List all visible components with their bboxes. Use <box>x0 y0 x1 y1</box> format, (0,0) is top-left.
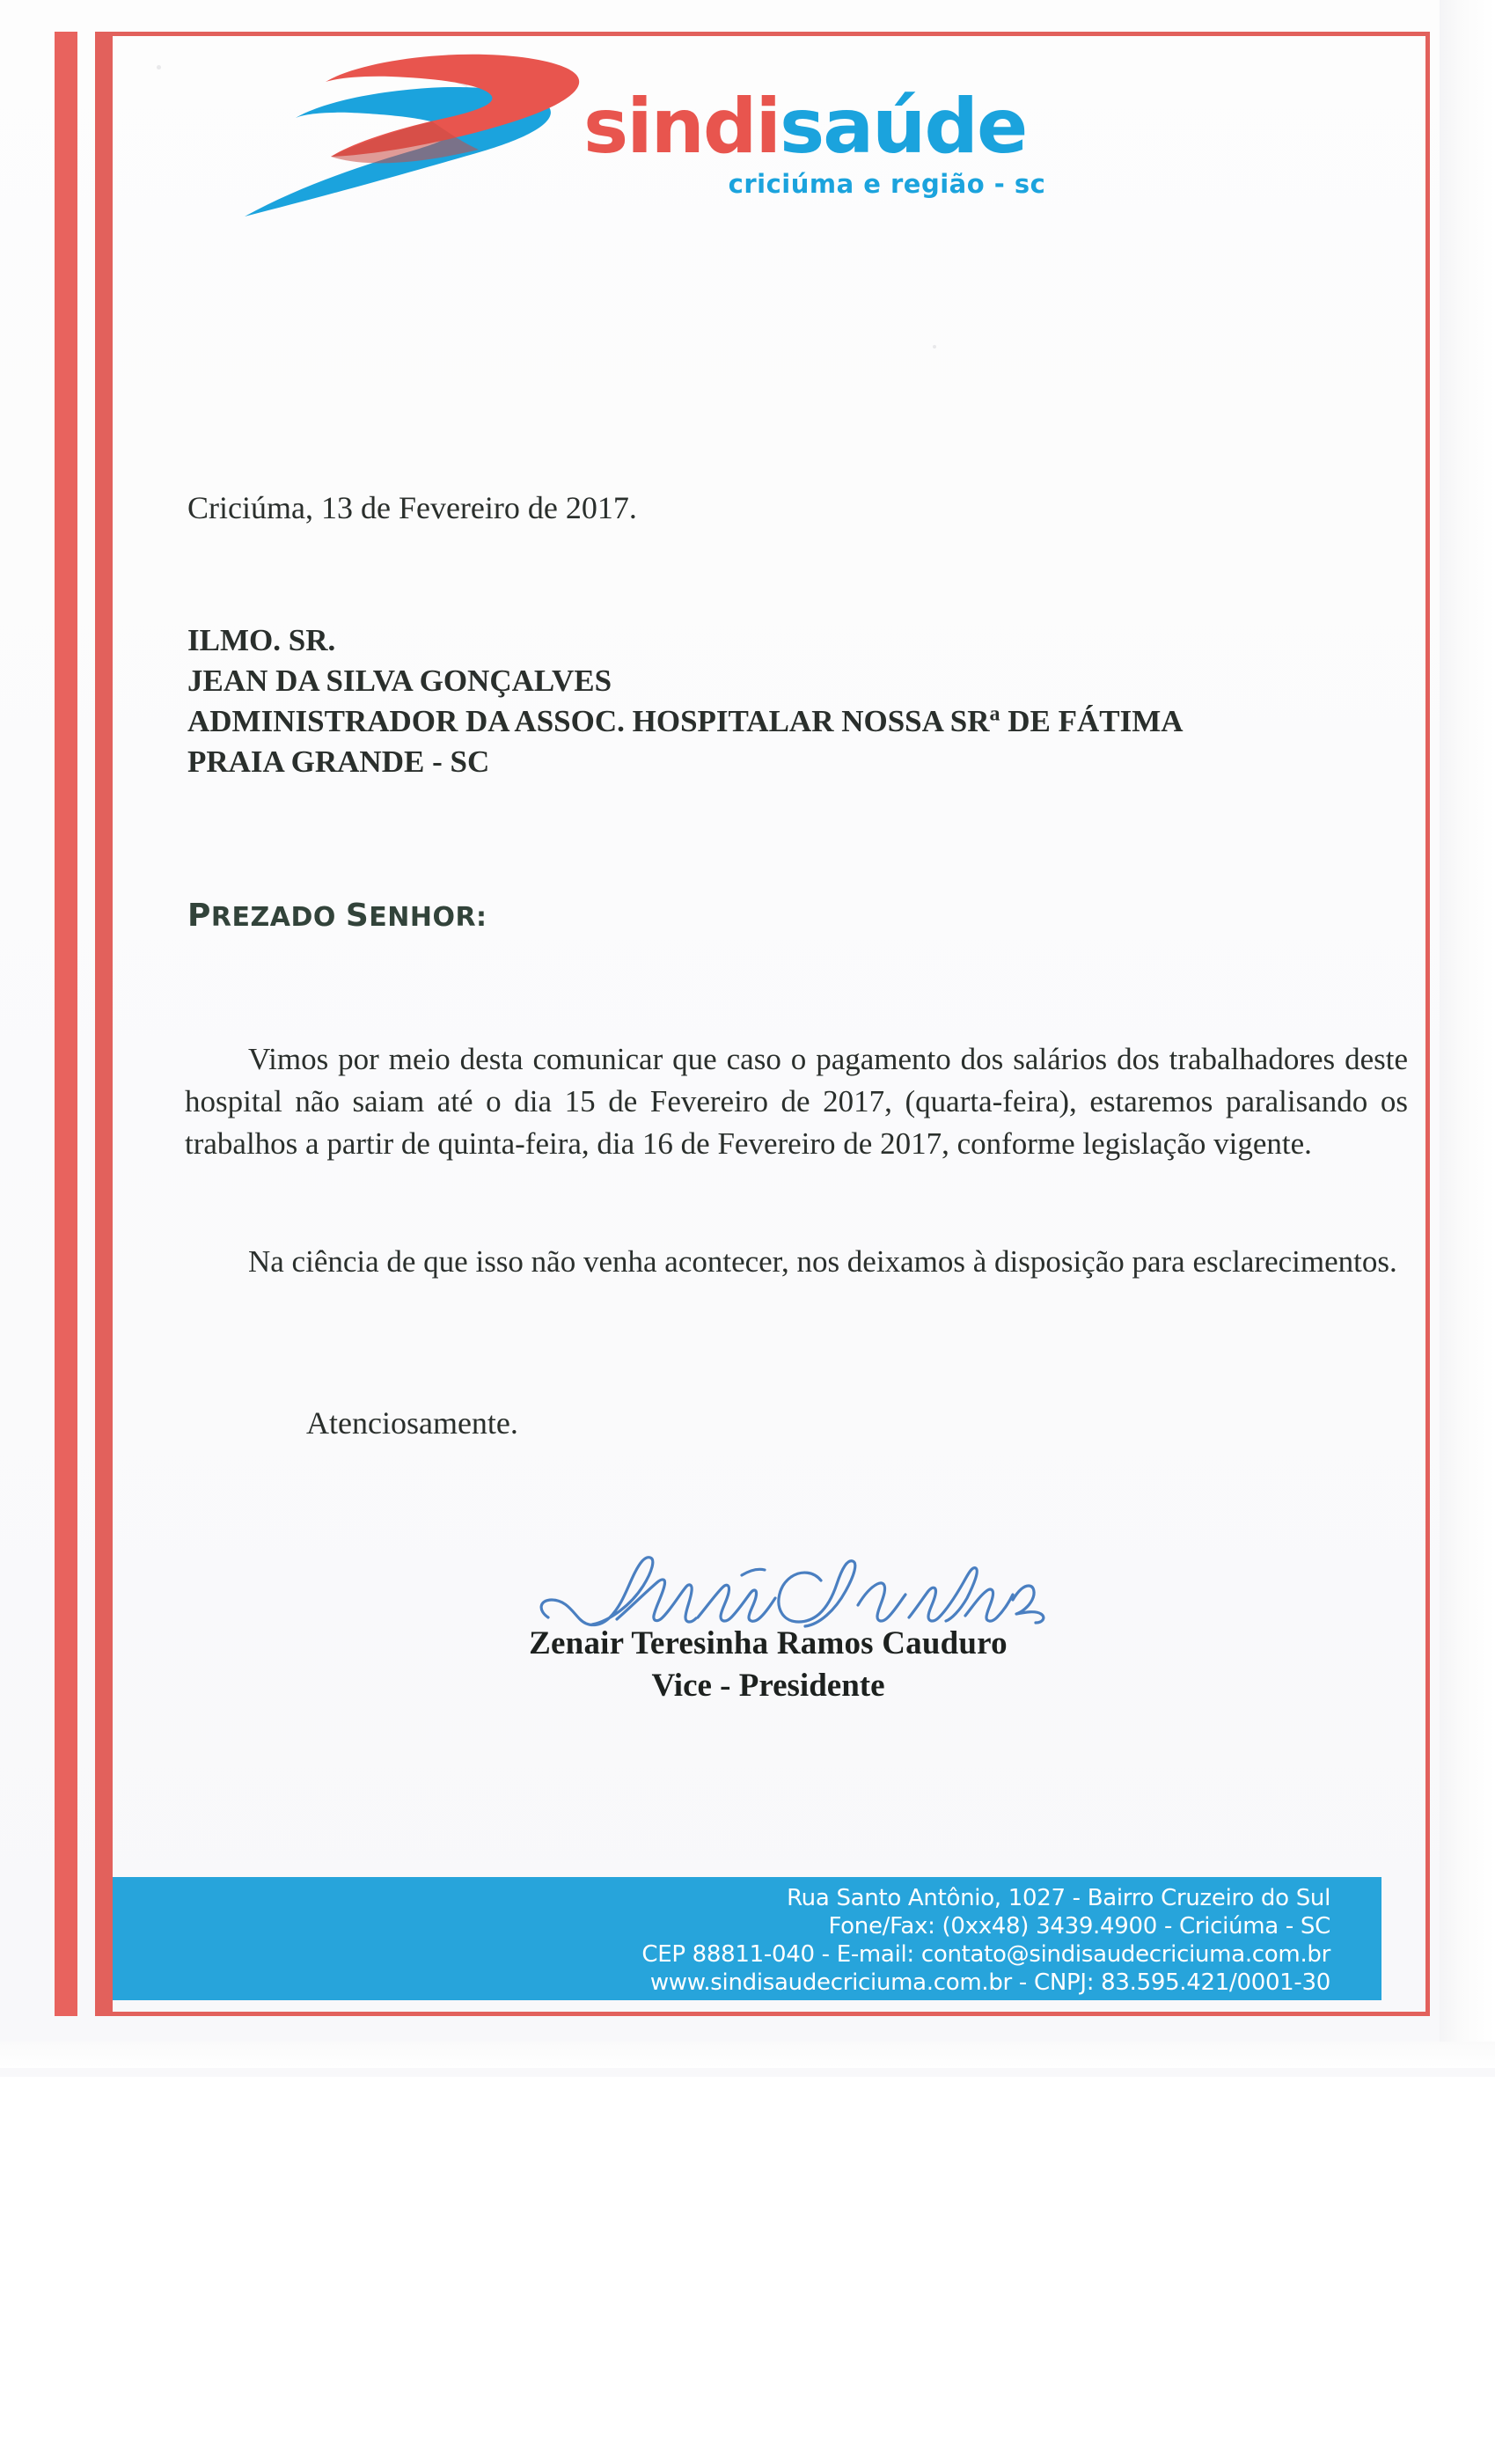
signature-block <box>113 1549 1424 1707</box>
paragraph-1 <box>185 1038 1408 1165</box>
paper-right-edge <box>1440 0 1495 2050</box>
paragraph-2 <box>185 1241 1408 1283</box>
paragraph-1-text: Vimos por meio desta comunicar que caso o pagamento dos salários dos trabalhadores deste hospital não saiam até o dia 15 de Fevereiro de 2017, (quarta-feira), estaremos paralisando os trabalhos a partir de quinta-feira, dia 16 de Fevereiro de 2017, conforme legislação vigente. <box>185 1042 1408 1161</box>
closing-line: Atenciosamente. <box>306 1405 518 1441</box>
addressee-line-4: PRAIA GRANDE - SC <box>187 744 490 779</box>
footer-email: CEP 88811-040 - E-mail: contato@sindisaudecriciuma.com.br <box>641 1941 1330 1968</box>
handwritten-signature <box>511 1549 1057 1632</box>
paragraph-2-text: Na ciência de que isso não venha acontecer, nos deixamos à disposição para esclarecimentos. <box>248 1244 1397 1279</box>
wordmark-saude: saúde <box>779 83 1027 171</box>
red-border-frame <box>95 32 1430 2016</box>
addressee-block <box>187 620 1419 782</box>
addressee-line-2: JEAN DA SILVA GONÇALVES <box>187 664 612 698</box>
addressee-line-3 <box>187 701 1419 742</box>
scan-speck <box>933 345 936 348</box>
date-line: Criciúma, 13 de Fevereiro de 2017. <box>187 490 637 525</box>
swoosh-logo-icon <box>218 53 597 220</box>
wordmark-sindi: sindi <box>583 83 780 171</box>
signer-role: Vice - Presidente <box>651 1668 885 1704</box>
wordmark-tagline: criciúma e região - sc <box>728 169 1046 199</box>
footer-address: Rua Santo Antônio, 1027 - Bairro Cruzeiro do Sul <box>787 1885 1330 1911</box>
letterhead <box>113 44 1424 273</box>
paper-bottom-edge <box>0 2042 1495 2068</box>
salutation-rest-1: REZADO <box>210 902 346 933</box>
red-accent-bar-thick <box>55 32 77 2016</box>
footer-contact-bar <box>113 1877 1381 2000</box>
signer-name: Zenair Teresinha Ramos Cauduro <box>529 1625 1008 1661</box>
addressee-line-3-post: DE FÁTIMA <box>1000 704 1184 738</box>
addressee-line-1: ILMO. SR. <box>187 623 336 657</box>
salutation-rest-2: ENHOR: <box>369 902 487 933</box>
footer-website-cnpj: www.sindisaudecriciuma.com.br - CNPJ: 83.595.421/0001-30 <box>649 1969 1330 1996</box>
salutation <box>187 898 487 934</box>
salutation-cap-p: P <box>187 898 211 934</box>
footer-phone: Fone/Fax: (0xx48) 3439.4900 - Criciúma - SC <box>828 1913 1330 1940</box>
salutation-cap-s: S <box>345 898 370 934</box>
sindisaude-logo <box>218 53 1230 273</box>
wordmark-text <box>583 83 1199 171</box>
addressee-line-3-pre: ADMINISTRADOR DA ASSOC. HOSPITALAR NOSSA SR <box>187 704 990 738</box>
addressee-ordinal-sup: a <box>989 702 1000 726</box>
sindisaude-wordmark <box>583 83 1199 227</box>
